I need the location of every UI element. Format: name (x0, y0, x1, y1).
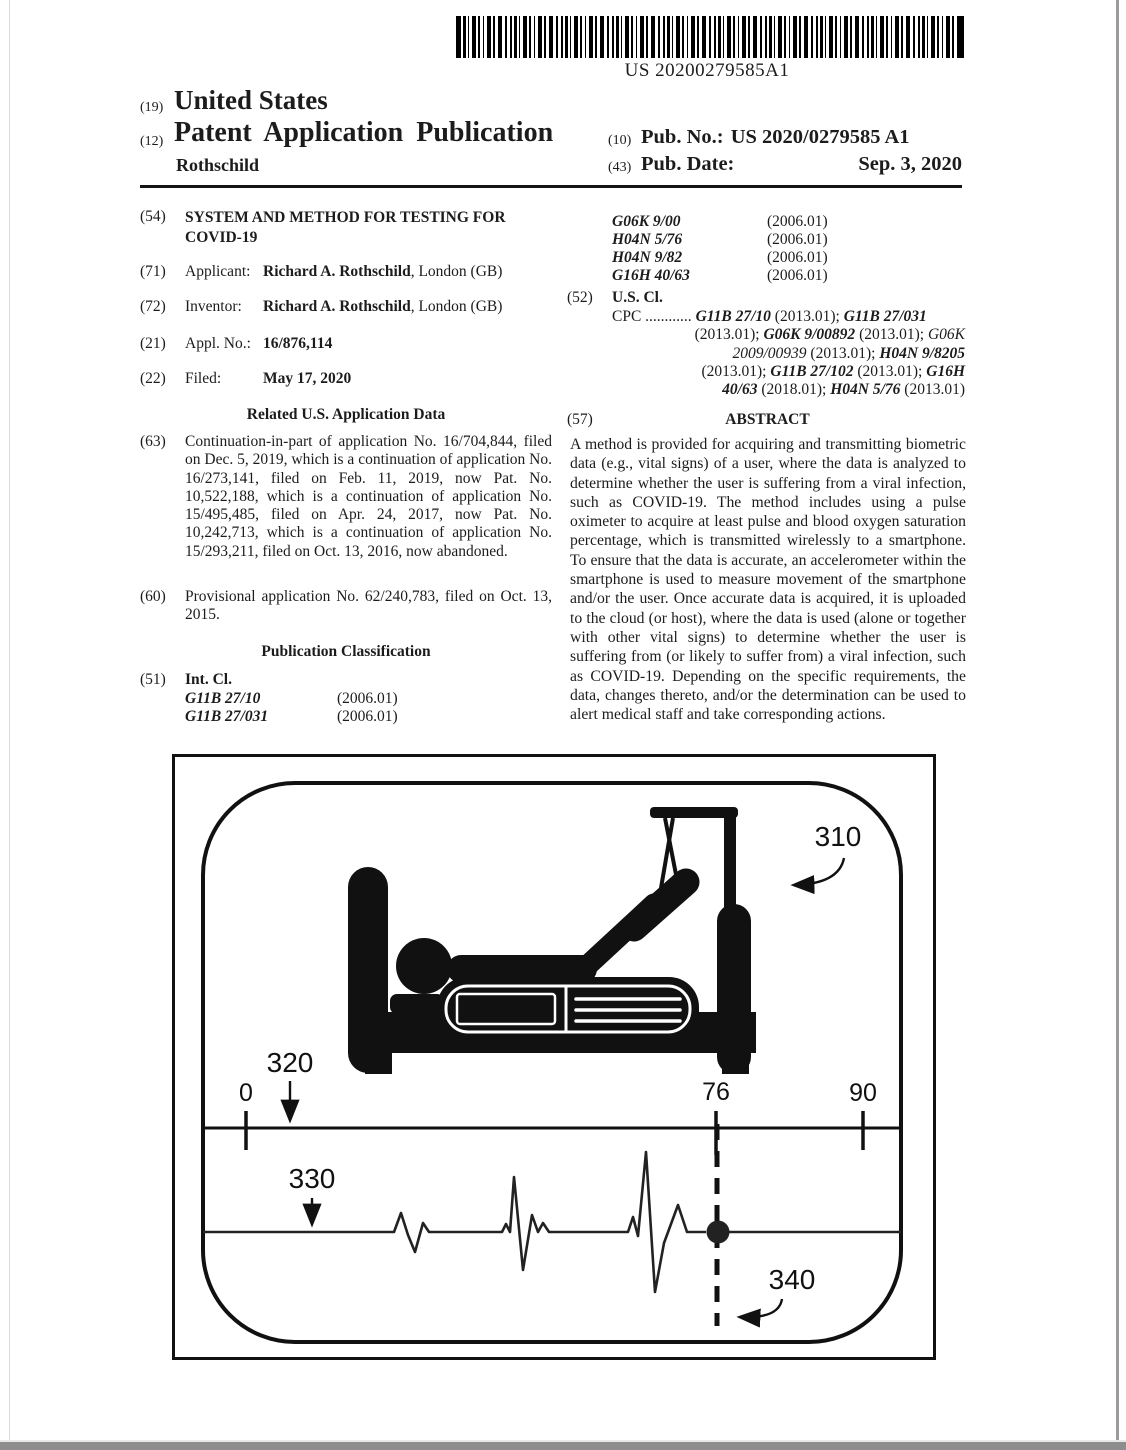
int-cl-row (612, 213, 828, 231)
abstract-heading: ABSTRACT (725, 411, 810, 428)
publication-classification-heading: Publication Classification (261, 643, 431, 660)
inid-63: (63) (140, 433, 166, 450)
abstract-text: A method is provided for acquiring and transmitting biometric data (e.g., vital signs) of a user, where the data is analyzed to determine whether the user is suffering from a viral infection, such as COVID-19. The method includes using a pulse oximeter to acquire at least pulse and blood oxygen saturation percentage, which is transmitted wirelessly to a smartphone. To ensure that the data is accurate, an accelerometer within the smartphone is used to measure movement of the smartphone and/or the user. Once accurate data is acquired, it is uploaded to the cloud (or host), where the data is used (alone or together with other vital signs) to determine whether the user is suffering from (or likely to suffer from) a viral infection, such as COVID-19. Depending on the specific requirements, the data, changes thereto, and/or the determination can be used to alert medical staff and take corresponding actions. (570, 436, 966, 724)
data-point-dot (707, 1221, 730, 1244)
int-cl-row (612, 267, 828, 285)
int-cl-code: H04N 5/76 (612, 231, 683, 248)
cpc-line: 2009/00939 (2013.01); H04N 9/8205 (732, 344, 965, 362)
inventor-surname: Rothschild (176, 155, 260, 175)
bed-right-foot (722, 1053, 749, 1074)
filed-line (185, 370, 552, 388)
pub-no-label: Pub. No.: (641, 126, 724, 148)
tick-label-76: 76 (702, 1078, 730, 1106)
figure-label-330: 330 (288, 1163, 336, 1194)
cpc-block (612, 308, 965, 399)
inid-54: (54) (140, 208, 166, 225)
cpc-line: (2013.01); G06K 9/00892 (2013.01); G06K (694, 326, 965, 344)
int-cl-year: (2006.01) (767, 231, 828, 248)
inventor-label: Inventor: (185, 298, 242, 315)
title-line-2: COVID-19 (185, 228, 258, 246)
appl-no-value: 16/876,114 (263, 335, 333, 352)
page-right-edge (1116, 0, 1119, 1442)
filed-label: Filed: (185, 370, 222, 387)
publication-kind: Patent Application Publication (174, 117, 554, 148)
patient-head (396, 938, 452, 994)
inid-22: (22) (140, 370, 166, 387)
header-rule (140, 185, 962, 188)
inid-57: (57) (567, 411, 593, 428)
page-bottom-edge (0, 1442, 1126, 1450)
hospital-bed-illustration (348, 807, 756, 1074)
int-cl-year: (2006.01) (337, 690, 398, 707)
int-cl-code: G11B 27/10 (185, 690, 261, 707)
filed-value: May 17, 2020 (263, 370, 352, 387)
tick-label-0: 0 (239, 1079, 253, 1107)
figure (172, 754, 936, 1360)
inventor-name: Richard A. Rothschild (263, 298, 411, 315)
appl-no-line (185, 335, 552, 353)
pub-no-line (641, 126, 910, 149)
int-cl-code: G16H 40/63 (612, 267, 690, 284)
continuation-text: Continuation-in-part of application No. 16/704,844, filed on Dec. 5, 2019, which is a continuation of application No. 16/273,141, filed on Feb. 11, 2019, now Pat. No. 10,522,188, which is a continuation of application No. 15/495,485, filed on Apr. 24, 2017, now Pat. No. 10,242,713, which is a continuation of application No. 15/293,211, filed on Oct. 13, 2016, now abandoned. (185, 433, 552, 560)
inid-21: (21) (140, 335, 166, 352)
figure-drawing (172, 754, 936, 1360)
int-cl-row (612, 231, 828, 249)
invention-title (185, 208, 547, 247)
cpc-line: (2013.01); G11B 27/102 (2013.01); G16H (701, 362, 965, 380)
inid-72: (72) (140, 298, 166, 315)
cpc-line: 40/63 (2018.01); H04N 5/76 (2013.01) (722, 381, 965, 399)
inventor-line (185, 298, 552, 316)
pub-date-label: Pub. Date: (641, 153, 735, 175)
inid-60: (60) (140, 588, 166, 605)
inid-51: (51) (140, 671, 166, 688)
int-cl-row (612, 249, 828, 267)
inid-52: (52) (567, 289, 593, 306)
int-cl-code: G06K 9/00 (612, 213, 681, 230)
ecg-waveform (203, 1152, 706, 1292)
int-cl-year: (2006.01) (767, 249, 828, 266)
inid-10: (10) (608, 133, 632, 148)
arrow-310 (794, 858, 844, 885)
barcode-number: US 20200279585A1 (624, 60, 790, 81)
pillow (390, 994, 444, 1014)
related-data-heading: Related U.S. Application Data (246, 406, 446, 423)
int-cl-code: H04N 9/82 (612, 249, 683, 266)
figure-label-310: 310 (814, 821, 862, 852)
arrow-340 (740, 1299, 782, 1317)
applicant-rest: , London (GB) (410, 263, 503, 280)
page-left-edge (9, 0, 10, 1442)
figure-label-340: 340 (768, 1264, 816, 1295)
int-cl-label: Int. Cl. (185, 671, 232, 688)
int-cl-year: (2006.01) (767, 267, 828, 284)
applicant-line (185, 263, 552, 281)
traction-bar (650, 807, 738, 818)
pub-no-value: US 2020/0279585 A1 (730, 126, 910, 148)
inventor-rest: , London (GB) (410, 298, 503, 315)
bed-left-foot (365, 1053, 392, 1074)
int-cl-code: G11B 27/031 (185, 708, 269, 725)
inid-19: (19) (140, 100, 164, 115)
applicant-label: Applicant: (185, 263, 251, 280)
title-line-1: SYSTEM AND METHOD FOR TESTING FOR (185, 209, 506, 226)
int-cl-row (185, 708, 398, 726)
int-cl-year: (2006.01) (767, 213, 828, 230)
barcode (456, 16, 964, 58)
country-name: United States (174, 85, 328, 115)
inid-71: (71) (140, 263, 166, 280)
int-cl-row (185, 690, 398, 708)
inid-43: (43) (608, 160, 632, 175)
us-cl-label: U.S. Cl. (612, 289, 663, 306)
figure-label-320: 320 (266, 1047, 314, 1078)
traction-pole (724, 810, 736, 920)
applicant-name: Richard A. Rothschild (263, 263, 411, 280)
int-cl-year: (2006.01) (337, 708, 398, 725)
appl-no-label: Appl. No.: (185, 335, 251, 352)
cpc-line: CPC ............ G11B 27/10 (2013.01); G11B 27/031 (612, 308, 927, 325)
pub-date-value: Sep. 3, 2020 (858, 153, 962, 175)
inid-12: (12) (140, 134, 164, 149)
provisional-text: Provisional application No. 62/240,783, filed on Oct. 13, 2015. (185, 588, 552, 624)
tick-label-90: 90 (849, 1079, 877, 1107)
